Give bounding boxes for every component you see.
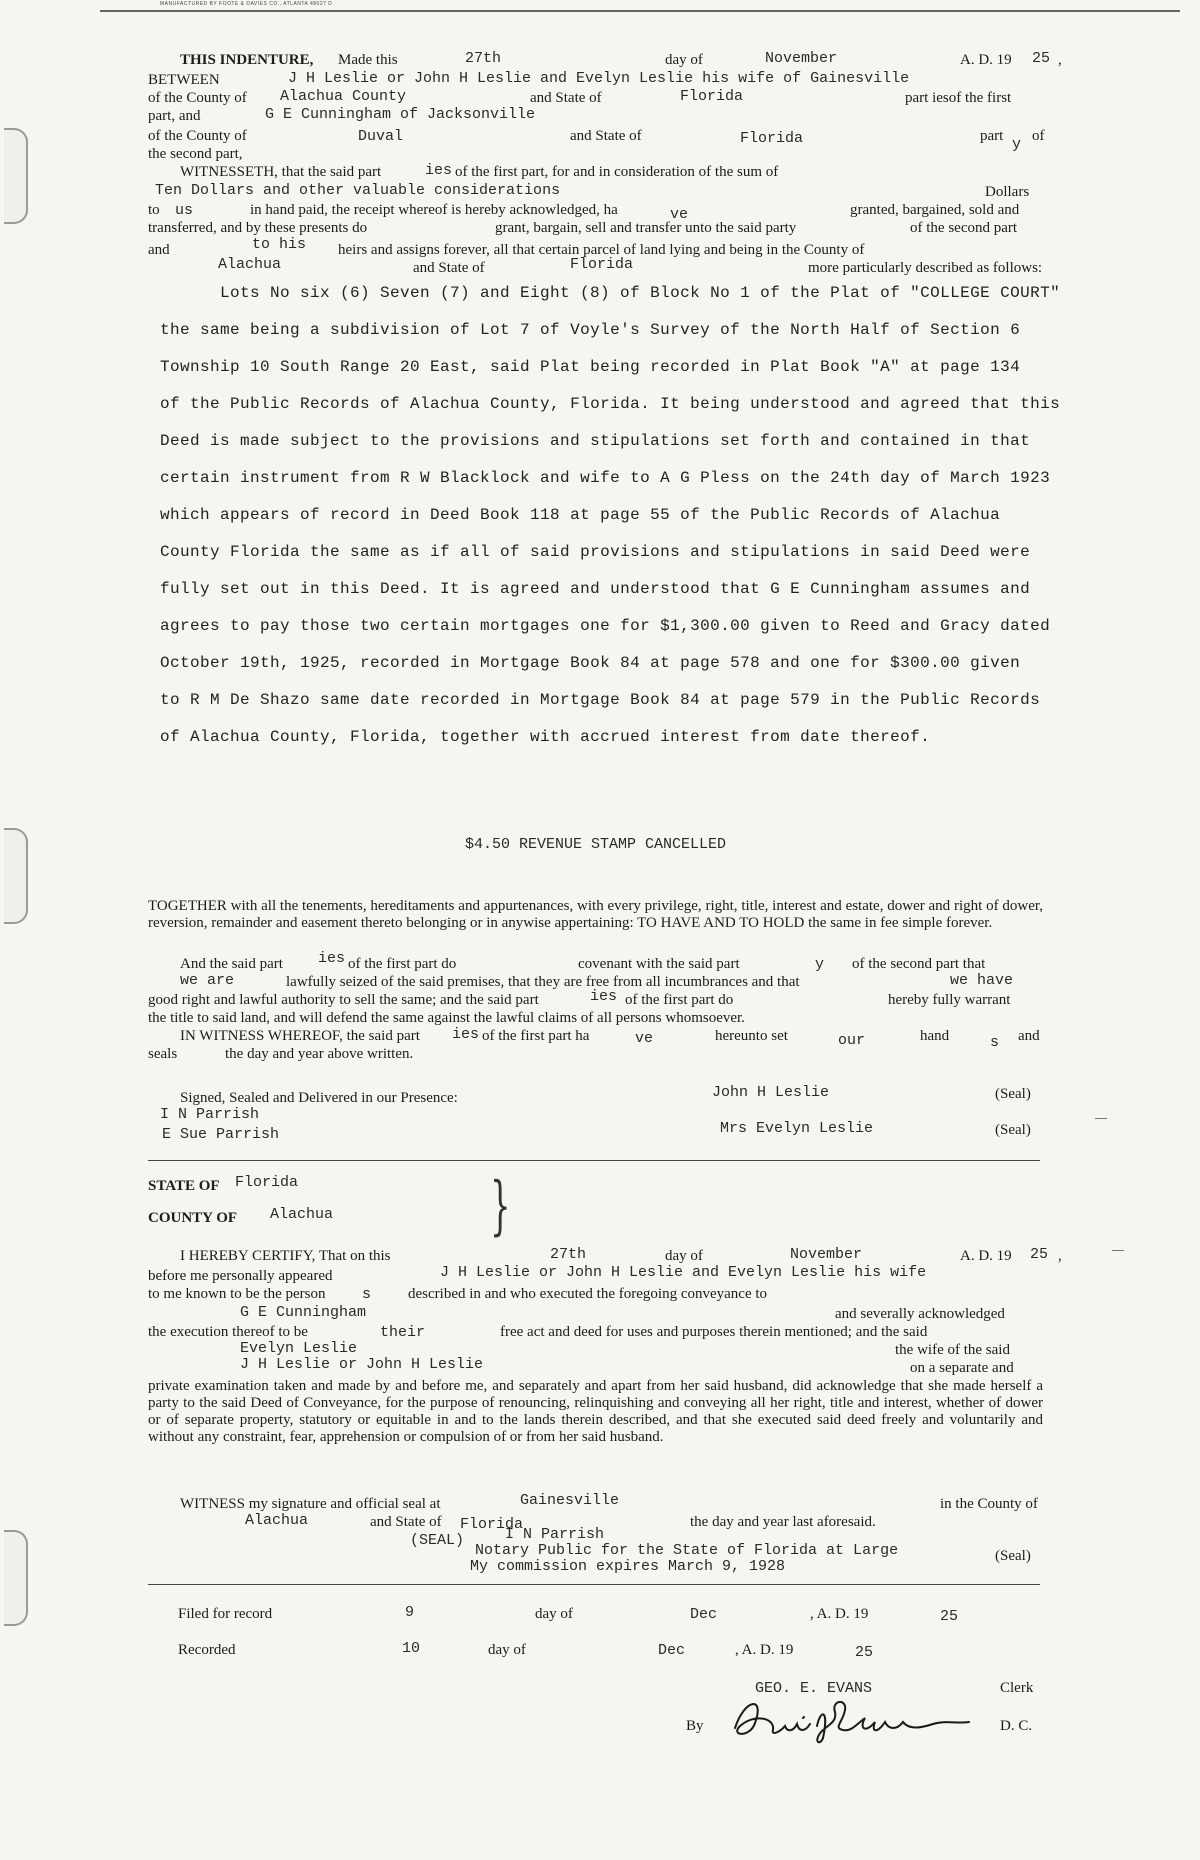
ack-day: 27th [550, 1246, 587, 1263]
revenue-stamp-note: $4.50 REVENUE STAMP CANCELLED [465, 836, 727, 853]
grantee: G E Cunningham of Jacksonville [265, 106, 536, 123]
seal-1: (Seal) [995, 1086, 1031, 1102]
filed-day: 9 [405, 1604, 415, 1621]
description-line: the same being a subdivision of Lot 7 of Voyle's Survey of the North Half of Section 6 [160, 321, 1021, 339]
description-line: agrees to pay those two certain mortgages one for $1,300.00 given to Reed and Gracy dated [160, 617, 1051, 635]
description-line: Deed is made subject to the provisions and stipulations set forth and contained in that [160, 432, 1031, 450]
we-have: we have [950, 972, 1014, 989]
witnesseth-ies: ies [425, 162, 453, 179]
covenant-y: y [815, 956, 825, 973]
ack-to-whom: G E Cunningham [240, 1304, 367, 1321]
part-and-label: part, and [148, 108, 201, 124]
second-part-label: the second part, [148, 146, 243, 162]
description-line: certain instrument from R W Blacklock and wife to A G Pless on the 24th day of March 1923 [160, 469, 1051, 487]
ad-label: A. D. 19 [960, 52, 1012, 68]
signer-1: John H Leslie [712, 1084, 830, 1101]
ack-and-state: and State of [370, 1514, 442, 1530]
recorded-label: Recorded [178, 1642, 236, 1658]
notary-title: Notary Public for the State of Florida at Large [475, 1542, 899, 1559]
and-label: and [148, 242, 170, 258]
county-of-label: COUNTY OF [148, 1210, 238, 1226]
land-county: Alachua [218, 256, 282, 273]
day-of-label: day of [665, 52, 703, 68]
good-right: good right and lawful authority to sell the same; and the said part [148, 992, 539, 1008]
comma: , [1058, 52, 1062, 68]
notary-name: I N Parrish [505, 1526, 605, 1543]
description-line: which appears of record in Deed Book 118 at page 55 of the Public Records of Alachua [160, 506, 1001, 524]
part-label: part [980, 128, 1004, 144]
free-act-label: free act and deed for uses and purposes therein mentioned; and the said [500, 1324, 928, 1340]
before-me-label: before me personally appeared [148, 1268, 333, 1284]
wife-of-label: the wife of the said [895, 1342, 1010, 1358]
land-state: Florida [570, 256, 634, 273]
filed-month: Dec [690, 1606, 718, 1623]
margin-mark [1095, 1118, 1107, 1119]
day-year-label: the day and year above written. [225, 1046, 414, 1062]
heirs-label: heirs and assigns forever, all that certain parcel of land lying and being in the County of [338, 242, 865, 258]
together-paragraph: TOGETHER with all the tenements, hereditaments and appurtenances, with every privilege, right, title, interest and estate, dower and right of dower, reversion, remainder and easement thereto belonging or in anywise appertaining: TO HAVE AND TO HOLD the same in fee simple forever. [148, 898, 1043, 931]
described-label: described in and who executed the foregoing conveyance to [408, 1286, 768, 1302]
seal-mark: (SEAL) [410, 1532, 465, 1549]
covenant-text-1: And the said part [180, 956, 283, 972]
dc-label: D. C. [1000, 1718, 1033, 1734]
parties-first-label: part iesof the first [905, 90, 1012, 106]
description-line: of Alachua County, Florida, together with accrued interest from date thereof. [160, 728, 931, 746]
description-line: October 19th, 1925, recorded in Mortgage Book 84 at page 578 and one for $300.00 given [160, 654, 1021, 672]
recorded-month: Dec [658, 1642, 686, 1659]
we-are: we are [180, 972, 235, 989]
grantee-state: Florida [740, 130, 804, 147]
margin-mark [1112, 1250, 1124, 1251]
second-part-line: of the second part [910, 220, 1018, 236]
deed-month: November [765, 50, 838, 67]
filing-divider [148, 1584, 1040, 1585]
deed-day: 27th [465, 50, 502, 67]
last-aforesaid-label: the day and year last aforesaid. [690, 1514, 876, 1530]
known-s: s [362, 1286, 372, 1303]
hand-s: s [990, 1034, 1000, 1051]
certify-label: I HEREBY CERTIFY, That on this [180, 1248, 391, 1264]
description-line: fully set out in this Deed. It is agreed and understood that G E Cunningham assumes and [160, 580, 1031, 598]
filed-day-of: day of [535, 1606, 573, 1622]
hand-label: hand [920, 1028, 950, 1044]
ack-year: 25 [1030, 1246, 1049, 1263]
covenant-ies: ies [318, 950, 346, 967]
private-exam-paragraph: private examination taken and made by and before me, and separately and apart from her said husband, did acknowledge that she made herself a party to the said Deed of Conveyance, for the purpose of renouncing, relinquishing and conveying all her right, title and interest, whether of dower or of separate property, statutory or equitable in and to the lands therein described, and that she executed said deed freely and voluntarily and without any constraint, fear, apprehension or compulsion of or from her said husband. [148, 1378, 1043, 1445]
of-county-label: of the County of [148, 90, 247, 106]
our-label: our [838, 1032, 866, 1049]
ack-county: Alachua [270, 1206, 334, 1223]
by-label: By [686, 1718, 704, 1734]
seal-2: (Seal) [995, 1122, 1031, 1138]
consideration: Ten Dollars and other valuable considerations [155, 182, 561, 199]
clerk-name: GEO. E. EVANS [755, 1680, 873, 1697]
hereunto-label: hereunto set [715, 1028, 788, 1044]
and-state-label-2: and State of [570, 128, 642, 144]
separate-label: on a separate and [910, 1360, 1014, 1376]
witness-2: E Sue Parrish [162, 1126, 280, 1143]
between-label: BETWEEN [148, 72, 220, 88]
more-particular-label: more particularly described as follows: [808, 260, 1043, 276]
ack-comma: , [1058, 1248, 1062, 1264]
have-suffix: ve [670, 206, 689, 223]
filed-ad: , A. D. 19 [810, 1606, 869, 1622]
state-of-label: STATE OF [148, 1178, 220, 1194]
indenture-heading: THIS INDENTURE, [180, 52, 314, 68]
warrant-ies: ies [590, 988, 618, 1005]
seals-label: seals [148, 1046, 178, 1062]
witness-ve: ve [635, 1030, 654, 1047]
their-label: their [380, 1324, 426, 1341]
lawfully-seized: lawfully seized of the said premises, that they are free from all incumbrances and that [286, 974, 800, 990]
dollars-label: Dollars [985, 184, 1030, 200]
ack-place: Gainesville [520, 1492, 620, 1509]
to-us: us [175, 202, 194, 219]
ack-state: Florida [235, 1174, 299, 1191]
to-his: to his [252, 236, 307, 253]
witness-ies: ies [452, 1026, 480, 1043]
ack-day-of: day of [665, 1248, 703, 1264]
grantor-county: Alachua County [280, 88, 407, 105]
made-this-label: Made this [338, 52, 398, 68]
witness-1: I N Parrish [160, 1106, 260, 1123]
ack-wife-name: Evelyn Leslie [240, 1340, 358, 1357]
execution-label: the execution thereof to be [148, 1324, 308, 1340]
description-line: Lots No six (6) Seven (7) and Eight (8) of Block No 1 of the Plat of "COLLEGE COURT" [220, 284, 1061, 302]
to-label: to [148, 202, 160, 218]
brace-symbol: } [490, 1169, 511, 1243]
and-label-2: and [1018, 1028, 1040, 1044]
warrant-rest: of the first part do [625, 992, 734, 1008]
ack-county-2: Alachua [245, 1512, 309, 1529]
of-county-label-2: of the County of [148, 128, 247, 144]
punch-hole-middle [4, 828, 28, 924]
of-label: of [1032, 128, 1045, 144]
recorded-ad: , A. D. 19 [735, 1642, 794, 1658]
grantor-state: Florida [680, 88, 744, 105]
grantee-county: Duval [358, 128, 404, 145]
deputy-clerk-signature [725, 1688, 985, 1748]
hereby-warrant: hereby fully warrant [888, 992, 1011, 1008]
signed-sealed-label: Signed, Sealed and Delivered in our Presence: [180, 1090, 458, 1106]
signer-2: Mrs Evelyn Leslie [720, 1120, 874, 1137]
punch-hole-top [4, 128, 28, 224]
granted-label: granted, bargained, sold and [850, 202, 1020, 218]
clerk-label: Clerk [1000, 1680, 1034, 1696]
section-divider [148, 1160, 1040, 1161]
description-line: of the Public Records of Alachua County, Florida. It being understood and agreed that this [160, 395, 1061, 413]
witnesseth-label: WITNESSETH, that the said part [180, 164, 382, 180]
known-label: to me known to be the person [148, 1286, 326, 1302]
severally-label: and severally acknowledged [835, 1306, 1005, 1322]
grant-label: grant, bargain, sell and transfer unto the said party [495, 220, 797, 236]
ack-ad: A. D. 19 [960, 1248, 1012, 1264]
description-line: Township 10 South Range 20 East, said Plat being recorded in Plat Book "A" at page 134 [160, 358, 1021, 376]
covenant-text-2: of the first part do [348, 956, 457, 972]
covenant-text-4: of the second part that [852, 956, 986, 972]
ack-husband-name: J H Leslie or John H Leslie [240, 1356, 484, 1373]
description-line: County Florida the same as if all of said provisions and stipulations in said Deed were [160, 543, 1031, 561]
ack-month: November [790, 1246, 863, 1263]
part-suffix: y [1012, 136, 1022, 153]
witness-sig-label: WITNESS my signature and official seal at [180, 1496, 441, 1512]
witnesseth-rest: of the first part, for and in consideration of the sum of [455, 164, 779, 180]
in-county-label: in the County of [940, 1496, 1038, 1512]
punch-hole-bottom [4, 1530, 28, 1626]
and-state-label: and State of [530, 90, 602, 106]
transferred-label: transferred, and by these presents do [148, 220, 368, 236]
deed-year: 25 [1032, 50, 1051, 67]
filed-year: 25 [940, 1608, 959, 1625]
in-witness: IN WITNESS WHEREOF, the said part [180, 1028, 420, 1044]
witness-rest: of the first part ha [482, 1028, 590, 1044]
recorded-day: 10 [402, 1640, 421, 1657]
notary-seal: (Seal) [995, 1548, 1031, 1564]
filed-label: Filed for record [178, 1606, 273, 1622]
recorded-day-of: day of [488, 1642, 526, 1658]
recorded-year: 25 [855, 1644, 874, 1661]
in-hand-label: in hand paid, the receipt whereof is hereby acknowledged, ha [250, 202, 618, 218]
ack-state-2: Florida [460, 1516, 524, 1533]
covenant-text-3: covenant with the said part [578, 956, 740, 972]
grantors: J H Leslie or John H Leslie and Evelyn Leslie his wife of Gainesville [288, 70, 910, 87]
printer-header: MANUFACTURED BY FOOTE & DAVIES CO., ATLANTA 48027 D [100, 0, 1180, 12]
ack-persons: J H Leslie or John H Leslie and Evelyn Leslie his wife [440, 1264, 927, 1281]
description-line: to R M De Shazo same date recorded in Mortgage Book 84 at page 579 in the Public Records [160, 691, 1041, 709]
and-state-label-3: and State of [413, 260, 485, 276]
commission-expiry: My commission expires March 9, 1928 [470, 1558, 786, 1575]
title-defend: the title to said land, and will defend the same against the lawful claims of all persons whomsoever. [148, 1010, 745, 1026]
